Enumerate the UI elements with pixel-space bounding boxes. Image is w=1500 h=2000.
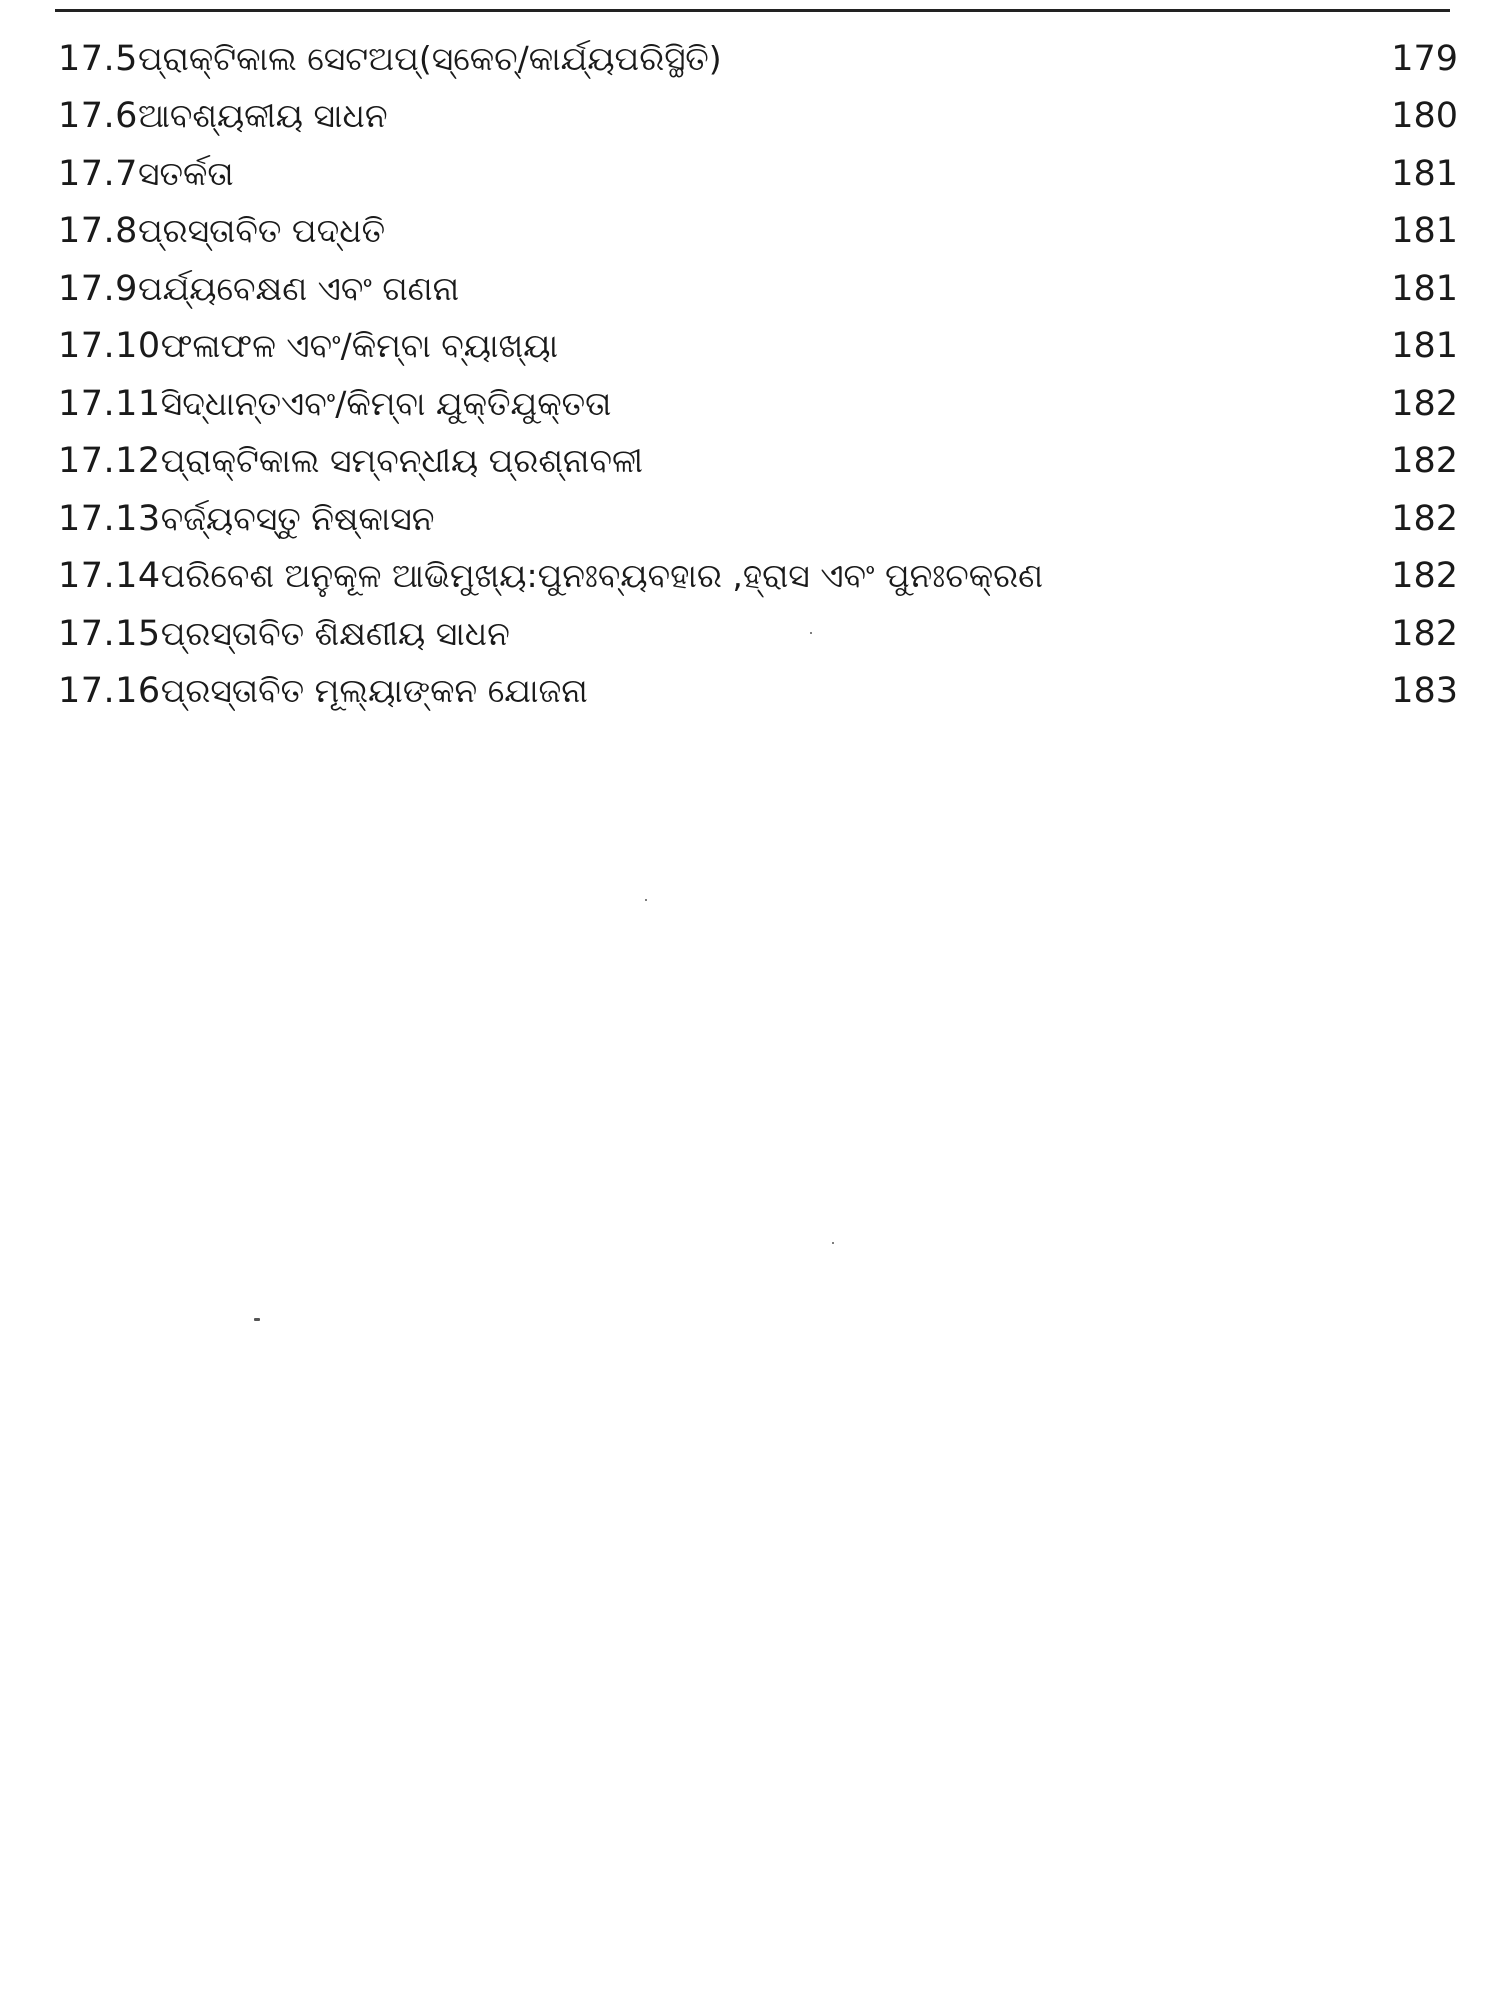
toc-entry bbox=[58, 663, 1458, 721]
scan-speck bbox=[810, 632, 812, 634]
toc-entry-page: 181 bbox=[1391, 268, 1458, 309]
toc-entry-page: 182 bbox=[1391, 613, 1458, 654]
toc-entry-page: 182 bbox=[1391, 383, 1458, 424]
toc-entry bbox=[58, 30, 1458, 88]
toc-entry-page: 180 bbox=[1391, 96, 1458, 137]
toc-entry-number: 17.8 bbox=[58, 211, 138, 252]
toc-entry-title: ସିଦ୍ଧାନ୍ତଏବଂ/କିମ୍ବା ଯୁକ୍ତିଯୁକ୍ତତା bbox=[160, 383, 612, 423]
toc-entry-number: 17.11 bbox=[58, 383, 161, 424]
toc-entry-number: 17.6 bbox=[58, 96, 138, 137]
toc-entry-number: 17.7 bbox=[58, 153, 138, 194]
toc-entry bbox=[58, 490, 1458, 548]
toc-entry-title: ପ୍ରସ୍ତାବିତ ଶିକ୍ଷଣୀୟ ସାଧନ bbox=[160, 613, 510, 653]
toc-entry-title: ପ୍ରସ୍ତାବିତ ମୂଲ୍ୟାଙ୍କନ ଯୋଜନା bbox=[160, 671, 588, 711]
toc-entry bbox=[58, 260, 1458, 318]
toc-entry-title: ଆବଶ୍ୟକୀୟ ସାଧନ bbox=[137, 96, 388, 136]
toc-entry-number: 17.10 bbox=[58, 326, 161, 367]
toc-entry-page: 179 bbox=[1391, 38, 1458, 79]
toc-entry-page: 182 bbox=[1391, 441, 1458, 482]
toc-entry-number: 17.12 bbox=[58, 441, 161, 482]
toc-entry-title: ପ୍ରସ୍ତାବିତ ପଦ୍ଧତି bbox=[137, 211, 386, 251]
toc-entry bbox=[58, 88, 1458, 146]
toc-entry bbox=[58, 605, 1458, 663]
toc-entry-page: 181 bbox=[1391, 211, 1458, 252]
top-divider bbox=[55, 9, 1450, 12]
toc-entry-title: ପର୍ଯ୍ୟବେକ୍ଷଣ ଏବଂ ଗଣନା bbox=[137, 268, 460, 308]
toc-entry-number: 17.15 bbox=[58, 613, 161, 654]
toc-entry-title: ଫଳାଫଳ ଏବଂ/କିମ୍ବା ବ୍ୟାଖ୍ୟା bbox=[160, 326, 558, 366]
toc-entry bbox=[58, 375, 1458, 433]
toc-entry-number: 17.13 bbox=[58, 498, 161, 539]
toc-entry-title: ସତର୍କତା bbox=[137, 153, 234, 193]
scan-speck bbox=[832, 1242, 834, 1244]
toc-entry-page: 182 bbox=[1391, 498, 1458, 539]
table-of-contents bbox=[58, 30, 1458, 720]
toc-entry-number: 17.9 bbox=[58, 268, 138, 309]
toc-entry bbox=[58, 145, 1458, 203]
scan-speck bbox=[254, 1318, 260, 1321]
toc-entry-title: ବର୍ଜ୍ୟବସ୍ତୁ ନିଷ୍କାସନ bbox=[160, 498, 435, 538]
toc-entry bbox=[58, 548, 1458, 606]
scan-speck bbox=[645, 899, 647, 901]
toc-entry bbox=[58, 433, 1458, 491]
toc-entry-page: 181 bbox=[1391, 153, 1458, 194]
toc-entry-number: 17.16 bbox=[58, 671, 161, 712]
toc-entry-page: 181 bbox=[1391, 326, 1458, 367]
toc-entry bbox=[58, 203, 1458, 261]
toc-entry-number: 17.5 bbox=[58, 38, 138, 79]
toc-entry bbox=[58, 318, 1458, 376]
toc-entry-title: ପରିବେଶ ଅନୁକୂଳ ଆଭିମୁଖ୍ୟ:ପୁନଃବ୍ୟବହାର ,ହ୍ରାସ ଏବଂ ପୁନଃଚକ୍ରଣ bbox=[160, 556, 1044, 596]
toc-entry-page: 182 bbox=[1391, 556, 1458, 597]
toc-entry-number: 17.14 bbox=[58, 556, 161, 597]
toc-entry-title: ପ୍ରାକ୍ଟିକାଲ ସେଟଅପ୍(ସ୍କେଚ୍/କାର୍ଯ୍ୟପରିସ୍ଥିତି) bbox=[137, 38, 722, 78]
toc-entry-page: 183 bbox=[1391, 671, 1458, 712]
toc-entry-title: ପ୍ରାକ୍ଟିକାଲ ସମ୍ବନ୍ଧୀୟ ପ୍ରଶ୍ନାବଳୀ bbox=[160, 441, 643, 481]
